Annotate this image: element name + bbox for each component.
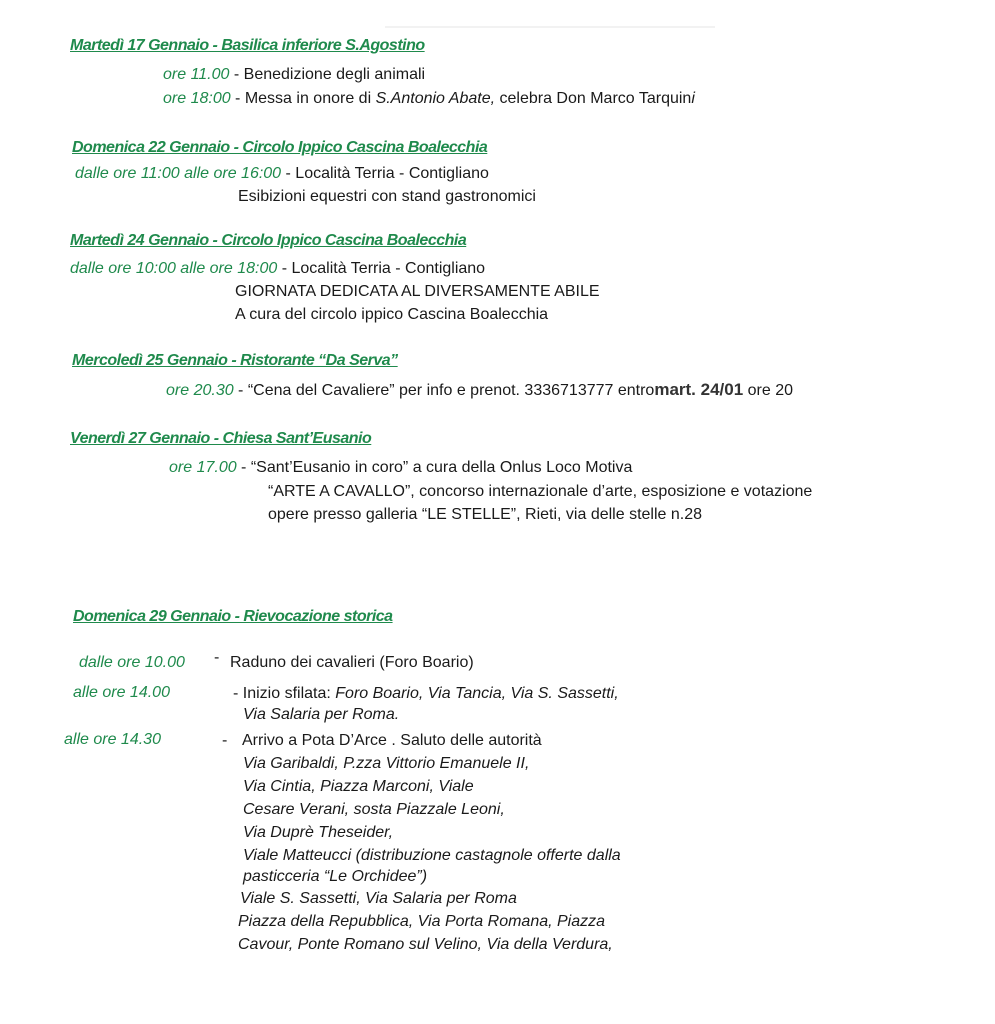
line-text: ore 20 xyxy=(743,382,793,399)
dash: - xyxy=(281,165,296,182)
route-line: Viale S. Sassetti, Via Salaria per Roma xyxy=(240,890,517,907)
top-divider xyxy=(385,26,715,28)
route-line: Via Garibaldi, P.zza Vittorio Emanuele II, xyxy=(243,755,530,772)
line-text: Località Terria - Contigliano xyxy=(291,260,486,277)
line-text: Raduno dei cavalieri (Foro Boario) xyxy=(230,654,474,671)
dash: - xyxy=(214,649,220,666)
schedule-line xyxy=(70,260,485,278)
line-text-italic: S.Antonio Abate, xyxy=(375,90,496,107)
line-text: “ARTE A CAVALLO”, concorso internazionale d’arte, esposizione e votazione xyxy=(268,483,813,500)
event-heading: Venerdì 27 Gennaio - Chiesa Sant’Eusanio xyxy=(70,430,372,447)
line-text-italic: i xyxy=(691,90,695,107)
event-heading: Domenica 29 Gennaio - Rievocazione storica xyxy=(73,608,393,625)
line-text: “Sant’Eusanio in coro” a cura della Onlus Loco Motiva xyxy=(250,459,633,476)
line-text: “Cena del Cavaliere” per info e prenot. 3336713777 entro xyxy=(247,382,655,399)
line-text: Esibizioni equestri con stand gastronomici xyxy=(238,188,536,205)
dash: - xyxy=(233,382,248,399)
event-heading: Mercoledì 25 Gennaio - Ristorante “Da Serva” xyxy=(72,352,398,369)
line-text: Inizio sfilata: xyxy=(242,685,336,702)
schedule-line xyxy=(166,380,793,400)
time-label: ore 17.00 xyxy=(169,459,237,476)
route-line: Cavour, Ponte Romano sul Velino, Via della Verdura, xyxy=(238,936,613,953)
dash: - xyxy=(277,260,292,277)
dash: - xyxy=(229,66,244,83)
event-heading: Domenica 22 Gennaio - Circolo Ippico Cascina Boalecchia xyxy=(72,139,488,156)
dash: - xyxy=(236,459,251,476)
route-line: Via Cintia, Piazza Marconi, Viale xyxy=(243,778,474,795)
line-text: Messa in onore di xyxy=(244,90,376,107)
line-text: opere presso galleria “LE STELLE”, Rieti, via delle stelle n.28 xyxy=(268,506,702,523)
schedule-line xyxy=(75,165,489,183)
route-line: Via Duprè Theseider, xyxy=(243,824,394,841)
dash: - xyxy=(233,685,243,702)
event-heading: Martedì 17 Gennaio - Basilica inferiore S.Agostino xyxy=(70,37,425,54)
schedule-line xyxy=(169,459,632,477)
dash: - xyxy=(230,90,245,107)
line-text: A cura del circolo ippico Cascina Boalecchia xyxy=(235,306,549,323)
dash: - xyxy=(222,732,228,749)
time-label: dalle ore 10.00 xyxy=(79,654,185,671)
time-label: dalle ore 10:00 alle ore 18:00 xyxy=(70,260,278,277)
route-line: Viale Matteucci (distribuzione castagnole offerte dalla xyxy=(243,847,621,864)
route-line: Cesare Verani, sosta Piazzale Leoni, xyxy=(243,801,505,818)
line-text: Località Terria - Contigliano xyxy=(295,165,489,182)
line-text: Arrivo a Pota D’Arce . Saluto delle autorità xyxy=(242,732,542,749)
line-text-italic: Foro Boario, Via Tancia, Via S. Sassetti, xyxy=(335,685,619,702)
schedule-line xyxy=(163,66,425,84)
time-label: ore 11.00 xyxy=(163,66,230,83)
time-label: alle ore 14.30 xyxy=(64,731,161,748)
schedule-line xyxy=(163,90,695,108)
line-text: Benedizione degli animali xyxy=(243,66,426,83)
line-text-bold: mart. 24/01 xyxy=(654,380,744,399)
time-label: ore 20.30 xyxy=(166,382,234,399)
time-label: alle ore 14.00 xyxy=(73,684,170,701)
time-label: dalle ore 11:00 alle ore 16:00 xyxy=(75,165,282,182)
schedule-line xyxy=(233,685,619,703)
route-line: Piazza della Repubblica, Via Porta Romana, Piazza xyxy=(238,913,606,930)
line-text: celebra Don Marco Tarquin xyxy=(495,90,692,107)
time-label: ore 18:00 xyxy=(163,90,231,107)
event-heading: Martedì 24 Gennaio - Circolo Ippico Cascina Boalecchia xyxy=(70,232,467,249)
route-line: Via Salaria per Roma. xyxy=(243,706,400,723)
line-text: GIORNATA DEDICATA AL DIVERSAMENTE ABILE xyxy=(235,283,600,300)
route-line: pasticceria “Le Orchidee”) xyxy=(243,868,428,885)
